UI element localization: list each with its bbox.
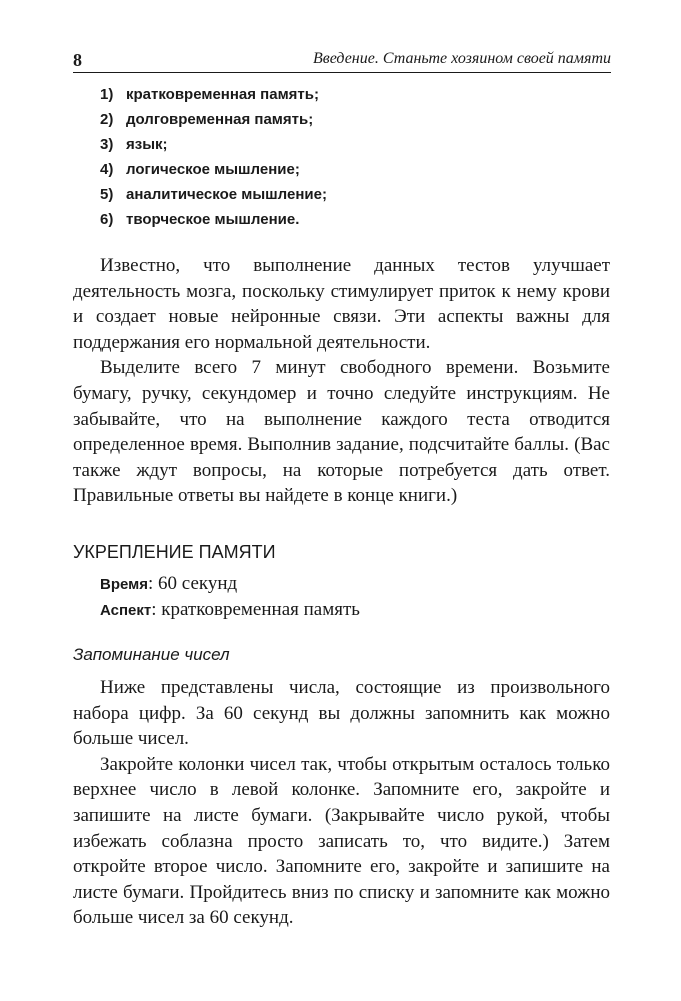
- running-title: Введение. Станьте хозяином своей памяти: [312, 50, 611, 67]
- exercise-text: [73, 675, 610, 931]
- list-item: [100, 111, 327, 136]
- intro-text: [73, 253, 610, 509]
- list-item-number: 1): [100, 86, 114, 103]
- list-item: [100, 161, 327, 186]
- paragraph: Закройте колонки чисел так, чтобы открытым осталось только верхнее число в левой колонке. Запомните его, закройте и запишите на листе бумаги. (Закрывайте число рукой, чтобы избежать соблазна просто записать то, что видите.) Затем откройте второе число. Запомните его, закройте и запишите на листе бумаги. Пройдитесь вниз по списку и запомните как можно больше чисел за 60 секунд.: [73, 753, 610, 929]
- time-value: : 60 секунд: [148, 573, 238, 594]
- list-item-text: кратковременная память;: [126, 86, 319, 103]
- paragraph: Известно, что выполнение данных тестов улучшает деятельность мозга, поскольку стимулирует приток к нему крови и создает новые нейронные связи. Эти аспекты важны для поддержания его нормальной деятельности.: [73, 255, 610, 353]
- list-item-number: 6): [100, 211, 114, 228]
- paragraph: Ниже представлены числа, состоящие из произвольного набора цифр. За 60 секунд вы должны запомнить как можно больше чисел.: [73, 677, 610, 750]
- list-item-text: долговременная память;: [126, 111, 314, 128]
- aspect-label: Аспект: [100, 602, 152, 619]
- page-number: 8: [73, 50, 82, 70]
- list-item-number: 4): [100, 161, 114, 178]
- list-item-number: 5): [100, 186, 114, 203]
- list-item: [100, 211, 327, 236]
- time-line: [100, 573, 237, 595]
- list-item-text: творческое мышление.: [126, 211, 300, 228]
- list-item: [100, 136, 327, 161]
- time-label: Время: [100, 576, 148, 593]
- list-item-text: логическое мышление;: [126, 161, 300, 178]
- list-item-number: 2): [100, 111, 114, 128]
- aspect-value: : кратковременная память: [151, 599, 360, 620]
- aspect-line: [100, 599, 360, 621]
- list-item-number: 3): [100, 136, 114, 153]
- section-title: УКРЕПЛЕНИЕ ПАМЯТИ: [73, 542, 276, 562]
- paragraph: Выделите всего 7 минут свободного времени. Возьмите бумагу, ручку, секундомер и точно следуйте инструкциям. Не забывайте, что на выполнение каждого теста отводится определенное время. Выполнив задание, подсчитайте баллы. (Вас также ждут вопросы, на которые потребуется дать ответ. Правильные ответы вы найдете в конце книги.): [73, 357, 610, 507]
- aspects-list: [100, 86, 327, 236]
- list-item-text: аналитическое мышление;: [126, 186, 327, 203]
- list-item: [100, 86, 327, 111]
- list-item: [100, 186, 327, 211]
- page-header: [73, 46, 611, 73]
- subheading: Запоминание чисел: [73, 645, 230, 664]
- list-item-text: язык;: [126, 136, 168, 153]
